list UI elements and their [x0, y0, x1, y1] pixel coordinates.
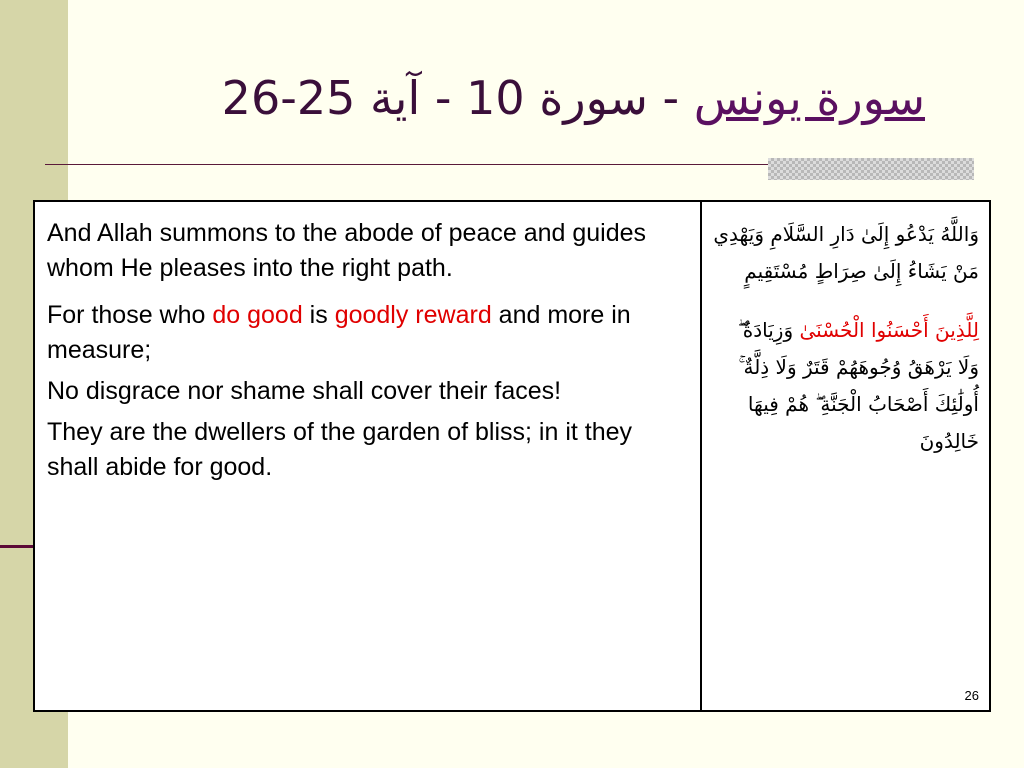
english-verse-26-part2: No disgrace nor shame shall cover their faces! — [47, 377, 562, 405]
arabic-column — [702, 202, 989, 710]
arabic-verse-25: وَاللَّهُ يَدْعُو إِلَىٰ دَارِ السَّلَامِ وَيَهْدِي مَنْ يَشَاءُ إِلَىٰ صِرَاطٍ مُسْتَقِيمٍ — [713, 222, 979, 283]
highlight-goodly-reward: goodly reward — [334, 301, 492, 329]
english-verse-26-part1 — [47, 298, 690, 368]
english-column — [35, 202, 702, 710]
surah-name-link[interactable]: سورة يونس — [693, 71, 925, 125]
english-verse-25: And Allah summons to the abode of peace and guides whom He pleases into the right path. — [47, 219, 647, 282]
highlight-do-good: do good — [212, 301, 303, 329]
translation-table — [33, 200, 991, 712]
title-reference: - سورة 10 - آية 25-26 — [221, 71, 680, 125]
arabic-verse-26-rest: وَزِيَادَةٌ ۖ وَلَا يَرْهَقُ وُجُوهَهُمْ قَتَرٌ وَلَا ذِلَّةٌ ۚ أُولَٰئِكَ أَصْحَابُ الْجَنَّةِ ۖ هُمْ فِيهَا خَالِدُونَ — [737, 318, 979, 453]
arabic-verse-26 — [712, 312, 979, 460]
text-segment: and more in measure; — [47, 301, 631, 364]
page-number: 26 — [964, 688, 979, 703]
text-segment: For those who — [47, 301, 213, 329]
checker-pattern — [768, 158, 974, 180]
slide-title — [95, 58, 925, 138]
english-verse-26-part3: They are the dwellers of the garden of bliss; in it they shall abide for good. — [47, 418, 633, 481]
text-segment: is — [302, 301, 335, 329]
arabic-highlight: لِلَّذِينَ أَحْسَنُوا الْحُسْنَىٰ — [799, 318, 979, 342]
